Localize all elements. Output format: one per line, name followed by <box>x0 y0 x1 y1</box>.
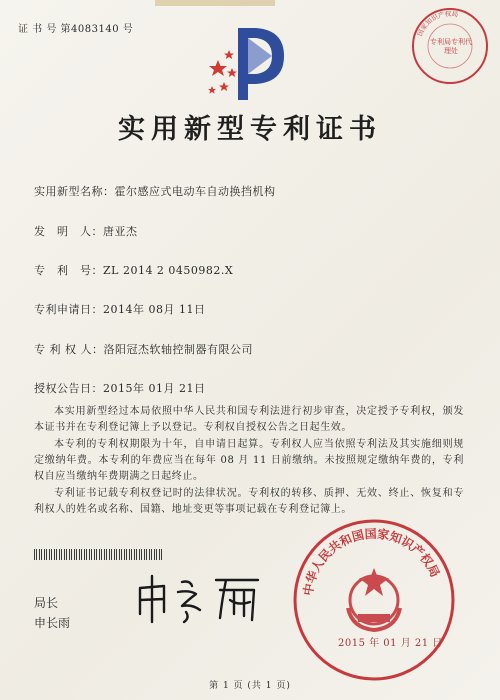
field-inventor-label: 发 明 人： <box>34 225 103 238</box>
field-patentee-label: 专 利 权 人： <box>34 343 104 356</box>
field-filing-date <box>34 301 205 317</box>
barcode <box>34 549 164 560</box>
field-announce-date-label: 授权公告日： <box>34 382 103 395</box>
director-title: 局长 <box>34 596 59 610</box>
seal-date: 2015 年 01 月 21 日 <box>338 638 443 649</box>
field-filing-date-value: 2014年 08月 11日 <box>103 303 206 316</box>
paragraph-term: 本专利的专利权期限为十年，自申请日起算。专利权人应当依照专利法及其实施细则规定缴纳年费。本专利的年费应当在每年 08 月 11 日前缴纳。未按照规定缴纳年费的，专利权自应当缴纳年费期满之日起终止。 <box>34 439 464 482</box>
field-announce-date <box>34 380 205 396</box>
official-seal-ring-text: 中华人民共和国国家知识产权局 <box>300 526 443 597</box>
director-signature <box>130 570 270 625</box>
director-name: 申长雨 <box>34 616 71 630</box>
field-name-label: 实用新型名称： <box>34 185 115 198</box>
field-patent-no <box>34 262 233 278</box>
paragraph-register: 专利证书记载专利权登记时的法律状况。专利权的转移、质押、无效、终止、恢复和专利权人的姓名或名称、国籍、地址变更等事项记载在专利登记簿上。 <box>34 488 464 515</box>
field-inventor <box>34 223 138 239</box>
field-announce-date-value: 2015年 01月 21日 <box>103 382 206 395</box>
top-decoration <box>155 0 275 6</box>
field-patentee-value: 洛阳冠杰软轴控制器有限公司 <box>103 343 253 356</box>
official-seal-icon <box>292 518 456 682</box>
field-patentee <box>34 341 253 357</box>
field-patent-no-value: ZL 2014 2 0450982.X <box>103 264 234 277</box>
field-name <box>34 183 276 199</box>
small-seal-center-text: 专利局专利代理处 <box>430 38 472 55</box>
certificate-number: 证 书 号 第4083140 号 <box>18 24 134 35</box>
field-patent-no-label: 专 利 号： <box>34 264 103 277</box>
paragraph-grant: 本实用新型经过本局依照中华人民共和国专利法进行初步审查，决定授予专利权，颁发本证书并在专利登记簿上予以登记。专利权自授权公告之日起生效。 <box>34 406 464 433</box>
page-number: 第 1 页 (共 1 页) <box>209 681 291 691</box>
small-seal-ring-text: 国家知识产权局 <box>415 9 459 38</box>
field-name-value: 霍尔感应式电动车自动换挡机构 <box>114 185 276 198</box>
field-inventor-value: 唐亚杰 <box>103 225 138 238</box>
field-filing-date-label: 专利申请日： <box>34 303 103 316</box>
patent-emblem-icon <box>198 20 294 110</box>
certificate-title: 实用新型专利证书 <box>118 114 382 145</box>
